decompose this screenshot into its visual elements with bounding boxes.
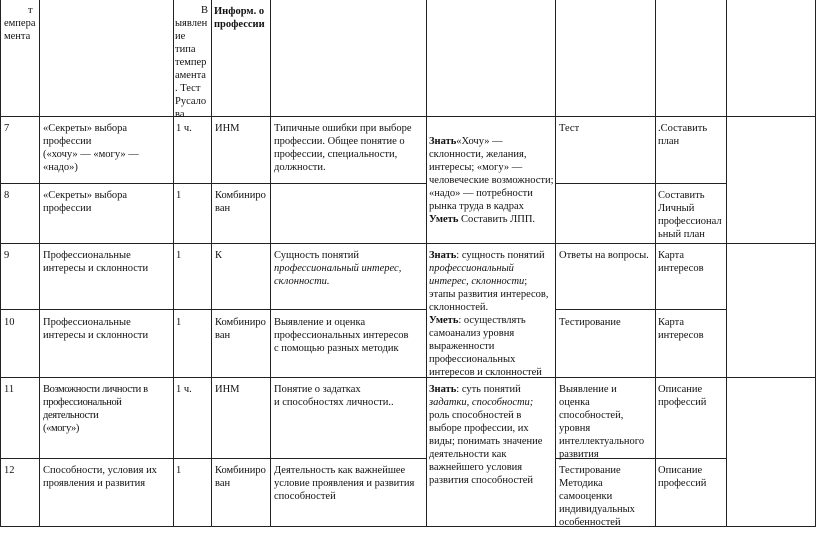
row-10-hours: 1 <box>176 317 182 328</box>
row-11-topic: Возможности личности в профессиональной деятельности («могу») <box>43 384 148 434</box>
col-border <box>555 0 556 527</box>
row-11-number: 11 <box>4 384 15 395</box>
row-9-number: 9 <box>4 250 10 261</box>
row-11-task: Описание профессий <box>658 384 707 408</box>
col-border <box>39 0 40 527</box>
row-border <box>0 526 816 527</box>
row-9-content-a: Сущность понятий <box>274 250 360 261</box>
header-temperament-letter: т <box>28 5 33 16</box>
know-label: Знать <box>429 136 457 147</box>
row-border <box>655 183 726 184</box>
row-12-content: Деятельность как важнейшее условие проявления и развития способностей <box>274 465 415 502</box>
col-border <box>655 0 656 527</box>
skill-label: Уметь <box>429 315 459 326</box>
row-12-hours: 1 <box>176 465 182 476</box>
row-9-content-b: профессиональный интерес, склонности. <box>274 263 402 287</box>
row-9-control: Ответы на вопросы. <box>559 250 649 261</box>
row-10-number: 10 <box>4 317 15 328</box>
know-text: : суть понятий <box>456 384 521 395</box>
row-8-task: Составить Личный профессионал ьный план <box>658 190 722 240</box>
row-12-type: Комбиниро ван <box>215 465 266 489</box>
col-border <box>211 0 212 527</box>
know-label: Знать <box>429 250 457 261</box>
header-detection: ыявлен ие типа темпер амента . Тест Русало ва <box>175 18 208 120</box>
know-label: Знать <box>429 384 457 395</box>
skill-label: Уметь <box>429 214 459 225</box>
row-8-type: Комбиниро ван <box>215 190 266 214</box>
know-text: «Хочу» — склонности, желания, интересы; «могу» — человеческие возможности; «надо» — потребности рынка труда в кадрах <box>429 136 554 212</box>
col-border <box>0 0 1 527</box>
header-temperament: емпера мента <box>4 18 36 42</box>
row-8-hours: 1 <box>176 190 182 201</box>
row-12-topic: Способности, условия их проявления и развития <box>43 465 157 489</box>
row-10-type: Комбиниро ван <box>215 317 266 341</box>
col-border <box>726 0 727 527</box>
row-9-content <box>274 249 426 288</box>
row-10-content: Выявление и оценка профессиональных интересов с помощью разных методик <box>274 317 409 354</box>
row-12-control: Тестирование Методика самооценки индивидуальных особенностей <box>559 465 635 528</box>
know-skills-11-12 <box>429 383 555 487</box>
row-9-type: К <box>215 250 223 261</box>
row-7-topic: «Секреты» выбора профессии («хочу» — «могу» — «надо») <box>43 123 139 173</box>
row-10-task: Карта интересов <box>658 317 704 341</box>
skill-text: : осуществлять самоанализ уровня выраженности профессиональных интересов и склонностей <box>429 315 542 378</box>
header-detection-letter: В <box>201 5 209 16</box>
row-11-content: Понятие о задатках и способностях личности.. <box>274 384 394 408</box>
row-7-content: Типичные ошибки при выборе профессии. Общее понятие о профессии, специальности, должности. <box>274 123 412 173</box>
row-7-control: Тест <box>559 123 580 134</box>
know-rest: роль способностей в выборе профессии, их виды; понимать значение деятельности как важнейшего условия развития способностей <box>429 410 543 486</box>
row-9-topic: Профессиональные интересы и склонности <box>43 250 149 274</box>
row-9-hours: 1 <box>176 250 182 261</box>
know-text: : сущность понятий <box>456 250 545 261</box>
skill-text: Составить ЛПП. <box>458 214 536 225</box>
row-9-task: Карта интересов <box>658 250 704 274</box>
row-10-topic: Профессиональные интересы и склонности <box>43 317 149 341</box>
know-italic: задатки, способности; <box>429 397 534 408</box>
row-border <box>555 309 726 310</box>
row-border <box>726 116 816 117</box>
know-skills-7-8 <box>429 122 555 226</box>
row-border <box>0 309 426 310</box>
know-skills-9-10 <box>429 249 555 379</box>
row-border <box>555 183 655 184</box>
row-12-number: 12 <box>4 465 15 476</box>
row-11-type: ИНМ <box>215 384 240 395</box>
know-italic: профессиональный интерес, склонности <box>429 263 525 287</box>
col-border <box>426 0 427 527</box>
col-border <box>173 0 174 527</box>
row-11-hours: 1 ч. <box>176 384 192 395</box>
header-profession-info: Информ. о профессии <box>214 6 265 30</box>
col-border <box>270 0 271 527</box>
row-10-control: Тестирование <box>559 317 621 328</box>
row-7-type: ИНМ <box>215 123 240 134</box>
row-border <box>0 377 816 378</box>
row-7-task: .Составить план <box>658 123 708 147</box>
row-7-hours: 1 ч. <box>176 123 192 134</box>
row-border <box>0 458 426 459</box>
row-8-number: 8 <box>4 190 10 201</box>
row-border <box>0 183 426 184</box>
row-8-topic: «Секреты» выбора профессии <box>43 190 128 214</box>
know-rest: ; этапы развития интересов, склонностей. <box>429 276 549 313</box>
row-7-number: 7 <box>4 123 10 134</box>
row-border <box>0 116 726 117</box>
row-12-task: Описание профессий <box>658 465 707 489</box>
row-border <box>0 243 816 244</box>
row-11-control: Выявление и оценка способностей, уровня интеллектуального развития <box>559 384 645 460</box>
